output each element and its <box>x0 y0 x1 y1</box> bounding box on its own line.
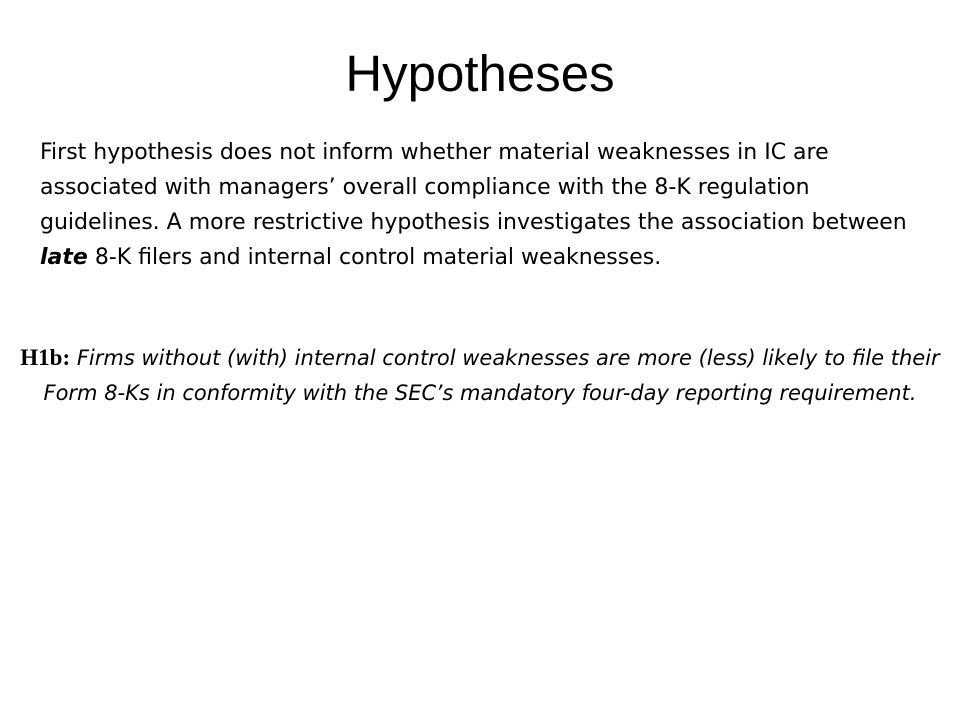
emphasis-late: late <box>40 245 88 270</box>
hypothesis-tag: H1b: <box>20 345 71 370</box>
slide-title: Hypotheses <box>345 45 615 102</box>
paragraph-text-end: 8-K filers and internal control material weaknesses. <box>87 245 662 270</box>
hypothesis-statement <box>20 340 940 411</box>
paragraph-text-start: First hypothesis does not inform whether material weaknesses in IC are associated with managers’ overall compliance with the 8-K regulation guidelines. A more restrictive hypothesis investigates the association between <box>40 140 907 235</box>
body-paragraph <box>40 135 930 275</box>
hypothesis-text: Firms without (with) internal control weaknesses are more (less) likely to file their Form 8-Ks in conformity with the SEC’s mandatory four-day reporting requirement. <box>43 346 940 405</box>
